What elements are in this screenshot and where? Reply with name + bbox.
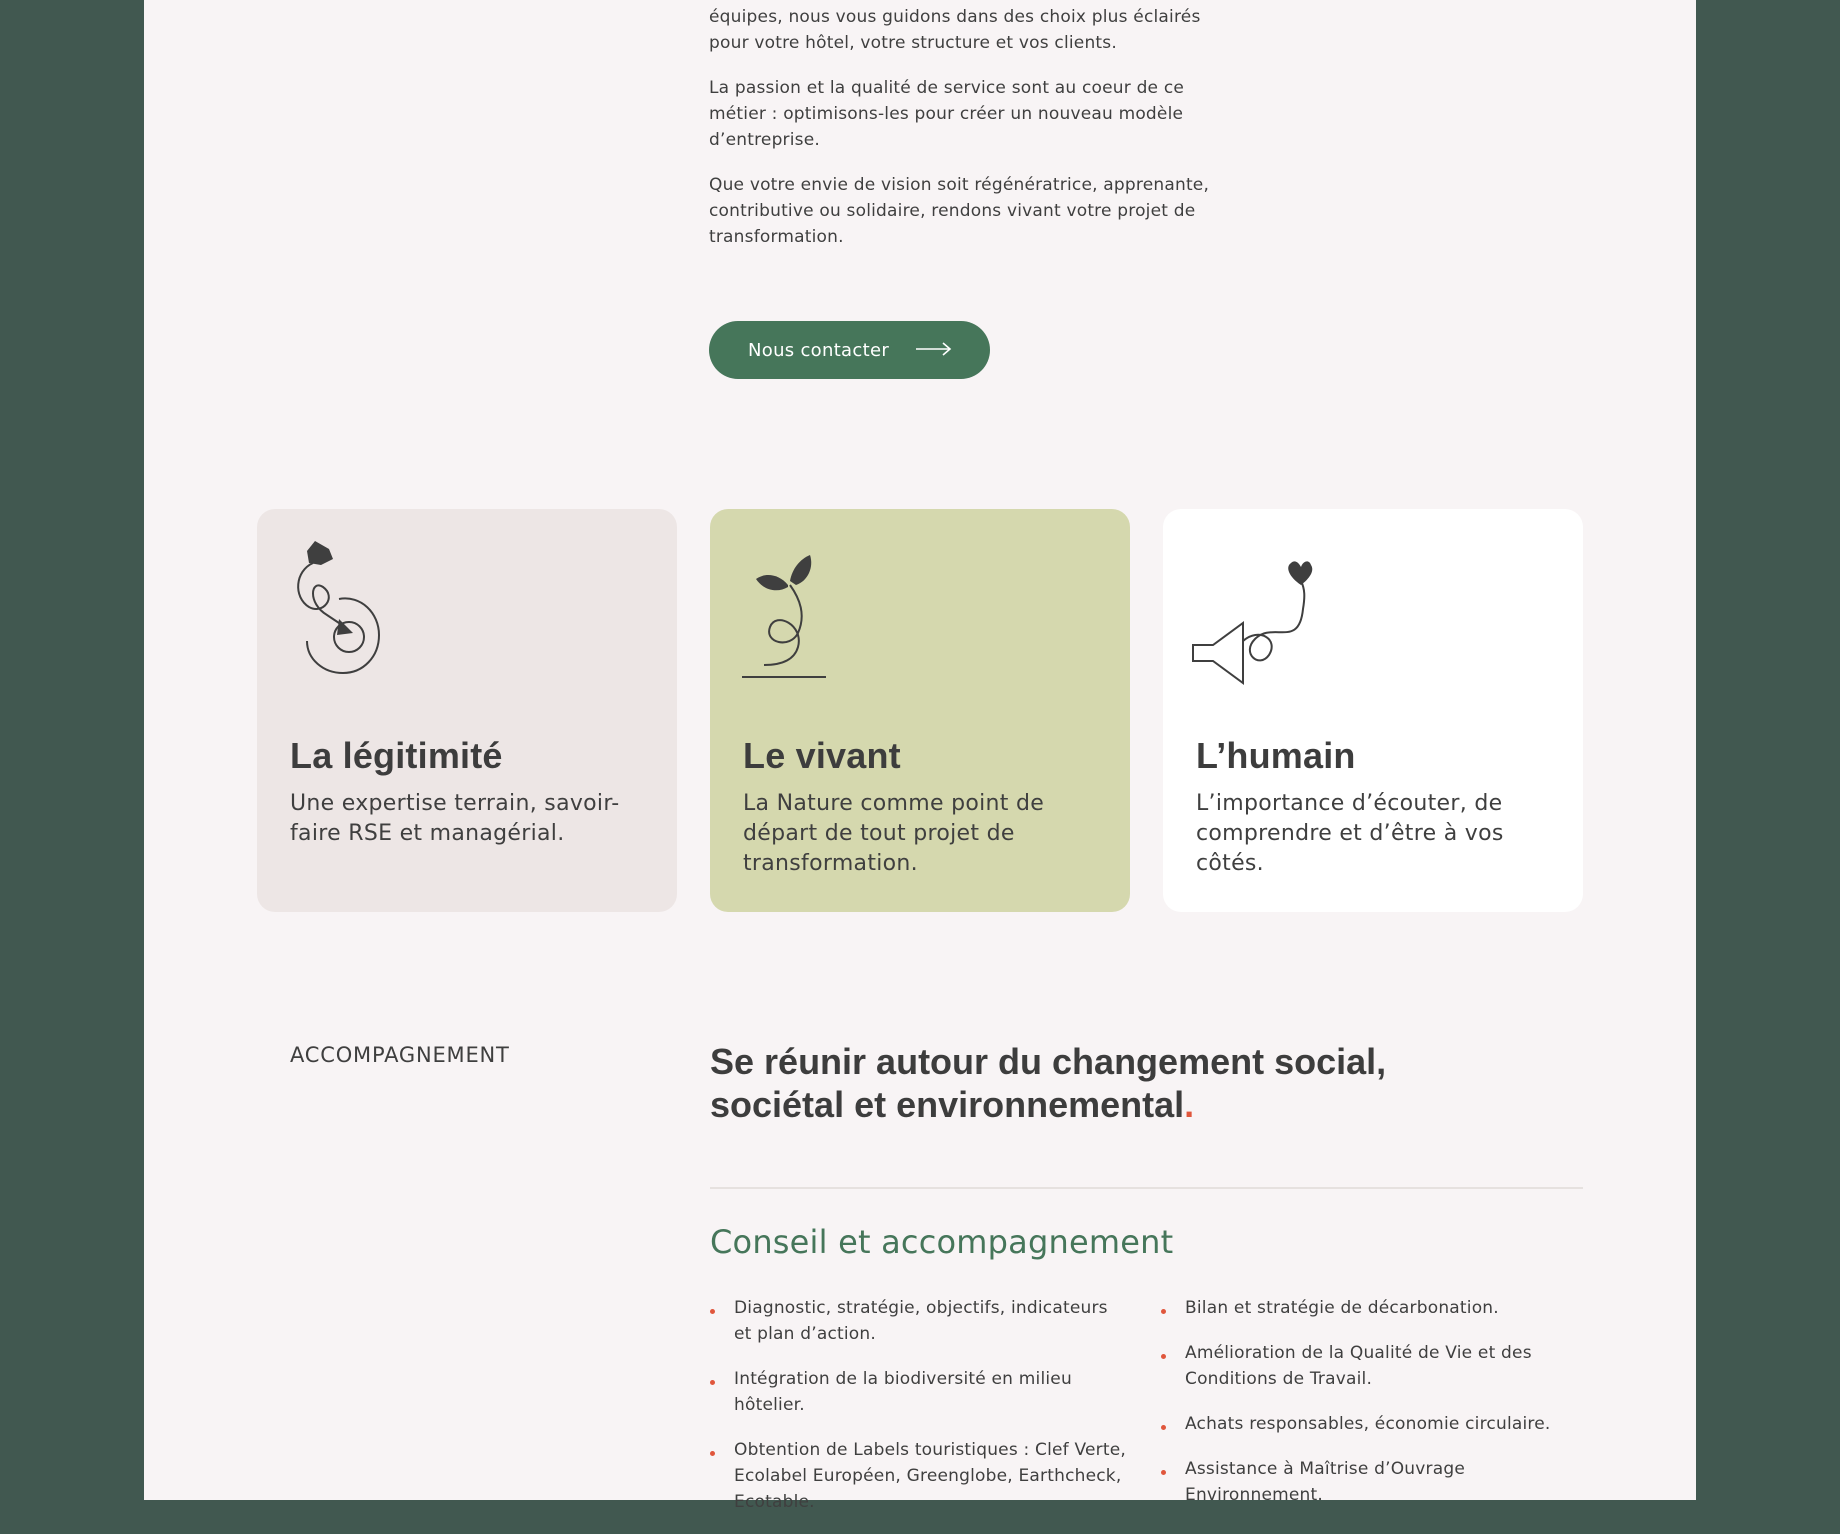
page bbox=[144, 0, 1696, 1512]
card-humain bbox=[1163, 509, 1583, 912]
section-title-dot: . bbox=[1184, 1084, 1195, 1125]
intro-text bbox=[709, 0, 1239, 269]
card-legitimite bbox=[257, 509, 677, 912]
contact-button-label: Nous contacter bbox=[748, 339, 890, 361]
section-title bbox=[710, 1040, 1410, 1126]
list-item: Bilan et stratégie de décarbonation. bbox=[1161, 1295, 1591, 1321]
arrow-right-icon bbox=[916, 341, 952, 357]
spiral-target-icon bbox=[287, 537, 407, 697]
megaphone-heart-icon bbox=[1193, 537, 1333, 697]
subsection-title: Conseil et accompagnement bbox=[710, 1223, 1174, 1261]
list-item: Obtention de Labels touristiques : Clef Verte, Ecolabel Européen, Greenglobe, Earthcheck, Ecotable. bbox=[710, 1437, 1130, 1515]
card-title: Le vivant bbox=[743, 735, 901, 776]
list-item: Achats responsables, économie circulaire. bbox=[1161, 1411, 1591, 1437]
divider bbox=[710, 1187, 1583, 1189]
list-item: Intégration de la biodiversité en milieu hôtelier. bbox=[710, 1366, 1130, 1418]
intro-paragraph: équipes, nous vous guidons dans des choix plus éclairés pour votre hôtel, votre structure et vos clients. bbox=[709, 7, 1201, 53]
contact-button[interactable] bbox=[709, 321, 990, 379]
card-text: Une expertise terrain, savoir-faire RSE et managérial. bbox=[290, 791, 620, 846]
services-list-right bbox=[1161, 1295, 1591, 1527]
services-list-left bbox=[710, 1295, 1130, 1534]
sprout-icon bbox=[740, 537, 860, 697]
intro-paragraph: La passion et la qualité de service sont au coeur de ce métier : optimisons-les pour créer un nouveau modèle d’entreprise. bbox=[709, 78, 1185, 150]
intro-paragraph: Que votre envie de vision soit régénératrice, apprenante, contributive ou solidaire, rendons vivant votre projet de transformation. bbox=[709, 175, 1210, 247]
section-eyebrow: ACCOMPAGNEMENT bbox=[290, 1043, 510, 1067]
card-text: La Nature comme point de départ de tout projet de transformation. bbox=[743, 791, 1045, 876]
card-title: La légitimité bbox=[290, 735, 503, 776]
card-text: L’importance d’écouter, de comprendre et d’être à vos côtés. bbox=[1196, 791, 1504, 876]
section-title-text: Se réunir autour du changement social, sociétal et environnemental bbox=[710, 1041, 1387, 1125]
card-title: L’humain bbox=[1196, 735, 1356, 776]
card-vivant bbox=[710, 509, 1130, 912]
list-item: Assistance à Maîtrise d’Ouvrage Environnement. bbox=[1161, 1456, 1591, 1508]
list-item: Diagnostic, stratégie, objectifs, indicateurs et plan d’action. bbox=[710, 1295, 1130, 1347]
list-item: Amélioration de la Qualité de Vie et des Conditions de Travail. bbox=[1161, 1340, 1591, 1392]
